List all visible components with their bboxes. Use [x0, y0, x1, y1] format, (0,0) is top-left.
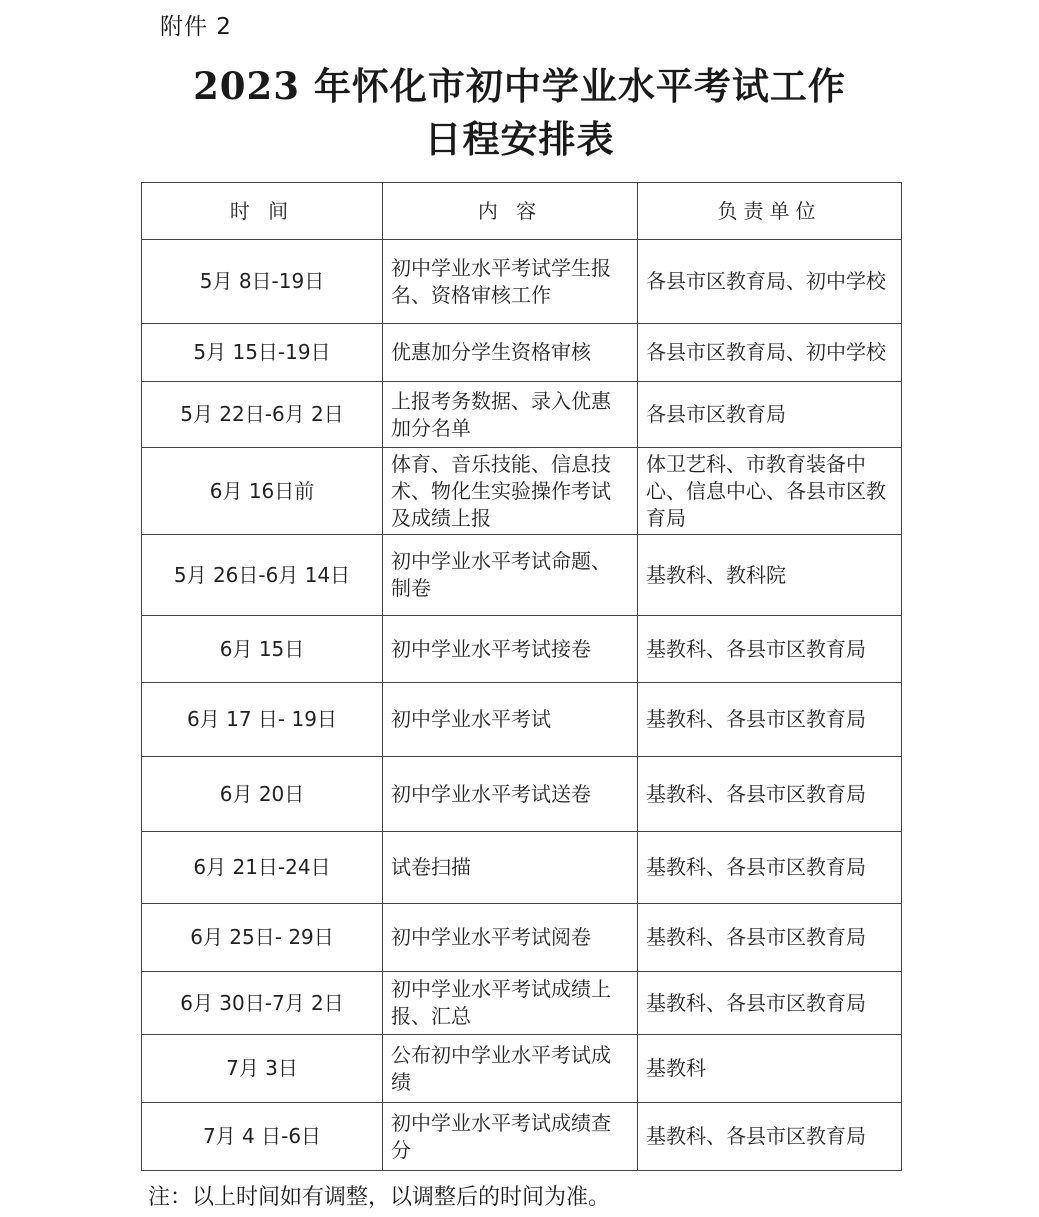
table-row	[142, 904, 902, 972]
content-cell: 初中学业水平考试学生报名、资格审核工作	[383, 240, 638, 324]
content-cell: 初中学业水平考试接卷	[383, 616, 638, 683]
time-cell: 6月 15日	[142, 616, 383, 683]
unit-cell: 基教科、各县市区教育局	[638, 1103, 902, 1171]
content-cell: 试卷扫描	[383, 832, 638, 904]
content-cell: 初中学业水平考试送卷	[383, 757, 638, 832]
time-cell: 5月 26日-6月 14日	[142, 535, 383, 616]
table-row	[142, 757, 902, 832]
table-row	[142, 972, 902, 1035]
header-content: 内 容	[383, 183, 638, 240]
content-cell: 优惠加分学生资格审核	[383, 324, 638, 382]
table-row	[142, 832, 902, 904]
document-title-line-2: 日程安排表	[424, 117, 615, 161]
attachment-label: 附件 2	[160, 14, 232, 40]
unit-cell: 基教科、各县市区教育局	[638, 904, 902, 972]
time-cell: 7月 3日	[142, 1035, 383, 1103]
time-cell: 6月 21日-24日	[142, 832, 383, 904]
unit-cell: 基教科、教科院	[638, 535, 902, 616]
time-cell: 6月 20日	[142, 757, 383, 832]
content-cell: 初中学业水平考试	[383, 683, 638, 757]
time-cell: 5月 22日-6月 2日	[142, 382, 383, 448]
header-row	[142, 183, 902, 240]
content-cell: 公布初中学业水平考试成绩	[383, 1035, 638, 1103]
content-cell: 上报考务数据、录入优惠加分名单	[383, 382, 638, 448]
table-row	[142, 324, 902, 382]
unit-cell: 各县市区教育局、初中学校	[638, 240, 902, 324]
time-cell: 6月 17 日- 19日	[142, 683, 383, 757]
table-row	[142, 448, 902, 535]
table-row	[142, 1035, 902, 1103]
time-cell: 6月 30日-7月 2日	[142, 972, 383, 1035]
unit-cell: 基教科、各县市区教育局	[638, 683, 902, 757]
time-cell: 6月 16日前	[142, 448, 383, 535]
schedule-table	[141, 182, 902, 1171]
time-cell: 7月 4 日-6日	[142, 1103, 383, 1171]
table-row	[142, 616, 902, 683]
table-row	[142, 1103, 902, 1171]
table-row	[142, 382, 902, 448]
unit-cell: 基教科、各县市区教育局	[638, 616, 902, 683]
header-unit: 负责单位	[638, 183, 902, 240]
table-row	[142, 240, 902, 324]
unit-cell: 基教科	[638, 1035, 902, 1103]
content-cell: 初中学业水平考试阅卷	[383, 904, 638, 972]
time-cell: 5月 15日-19日	[142, 324, 383, 382]
unit-cell: 基教科、各县市区教育局	[638, 832, 902, 904]
content-cell: 体育、音乐技能、信息技术、物化生实验操作考试及成绩上报	[383, 448, 638, 535]
unit-cell: 基教科、各县市区教育局	[638, 972, 902, 1035]
table-row	[142, 683, 902, 757]
content-cell: 初中学业水平考试成绩查分	[383, 1103, 638, 1171]
unit-cell: 各县市区教育局	[638, 382, 902, 448]
unit-cell: 基教科、各县市区教育局	[638, 757, 902, 832]
unit-cell: 各县市区教育局、初中学校	[638, 324, 902, 382]
document-title-line-1: 2023 年怀化市初中学业水平考试工作	[193, 64, 846, 108]
table-row	[142, 535, 902, 616]
time-cell: 5月 8日-19日	[142, 240, 383, 324]
header-time: 时 间	[142, 183, 383, 240]
unit-cell: 体卫艺科、市教育装备中心、信息中心、各县市区教育局	[638, 448, 902, 535]
content-cell: 初中学业水平考试命题、制卷	[383, 535, 638, 616]
content-cell: 初中学业水平考试成绩上报、汇总	[383, 972, 638, 1035]
footnote: 注：以上时间如有调整，以调整后的时间为准。	[148, 1185, 611, 1210]
time-cell: 6月 25日- 29日	[142, 904, 383, 972]
